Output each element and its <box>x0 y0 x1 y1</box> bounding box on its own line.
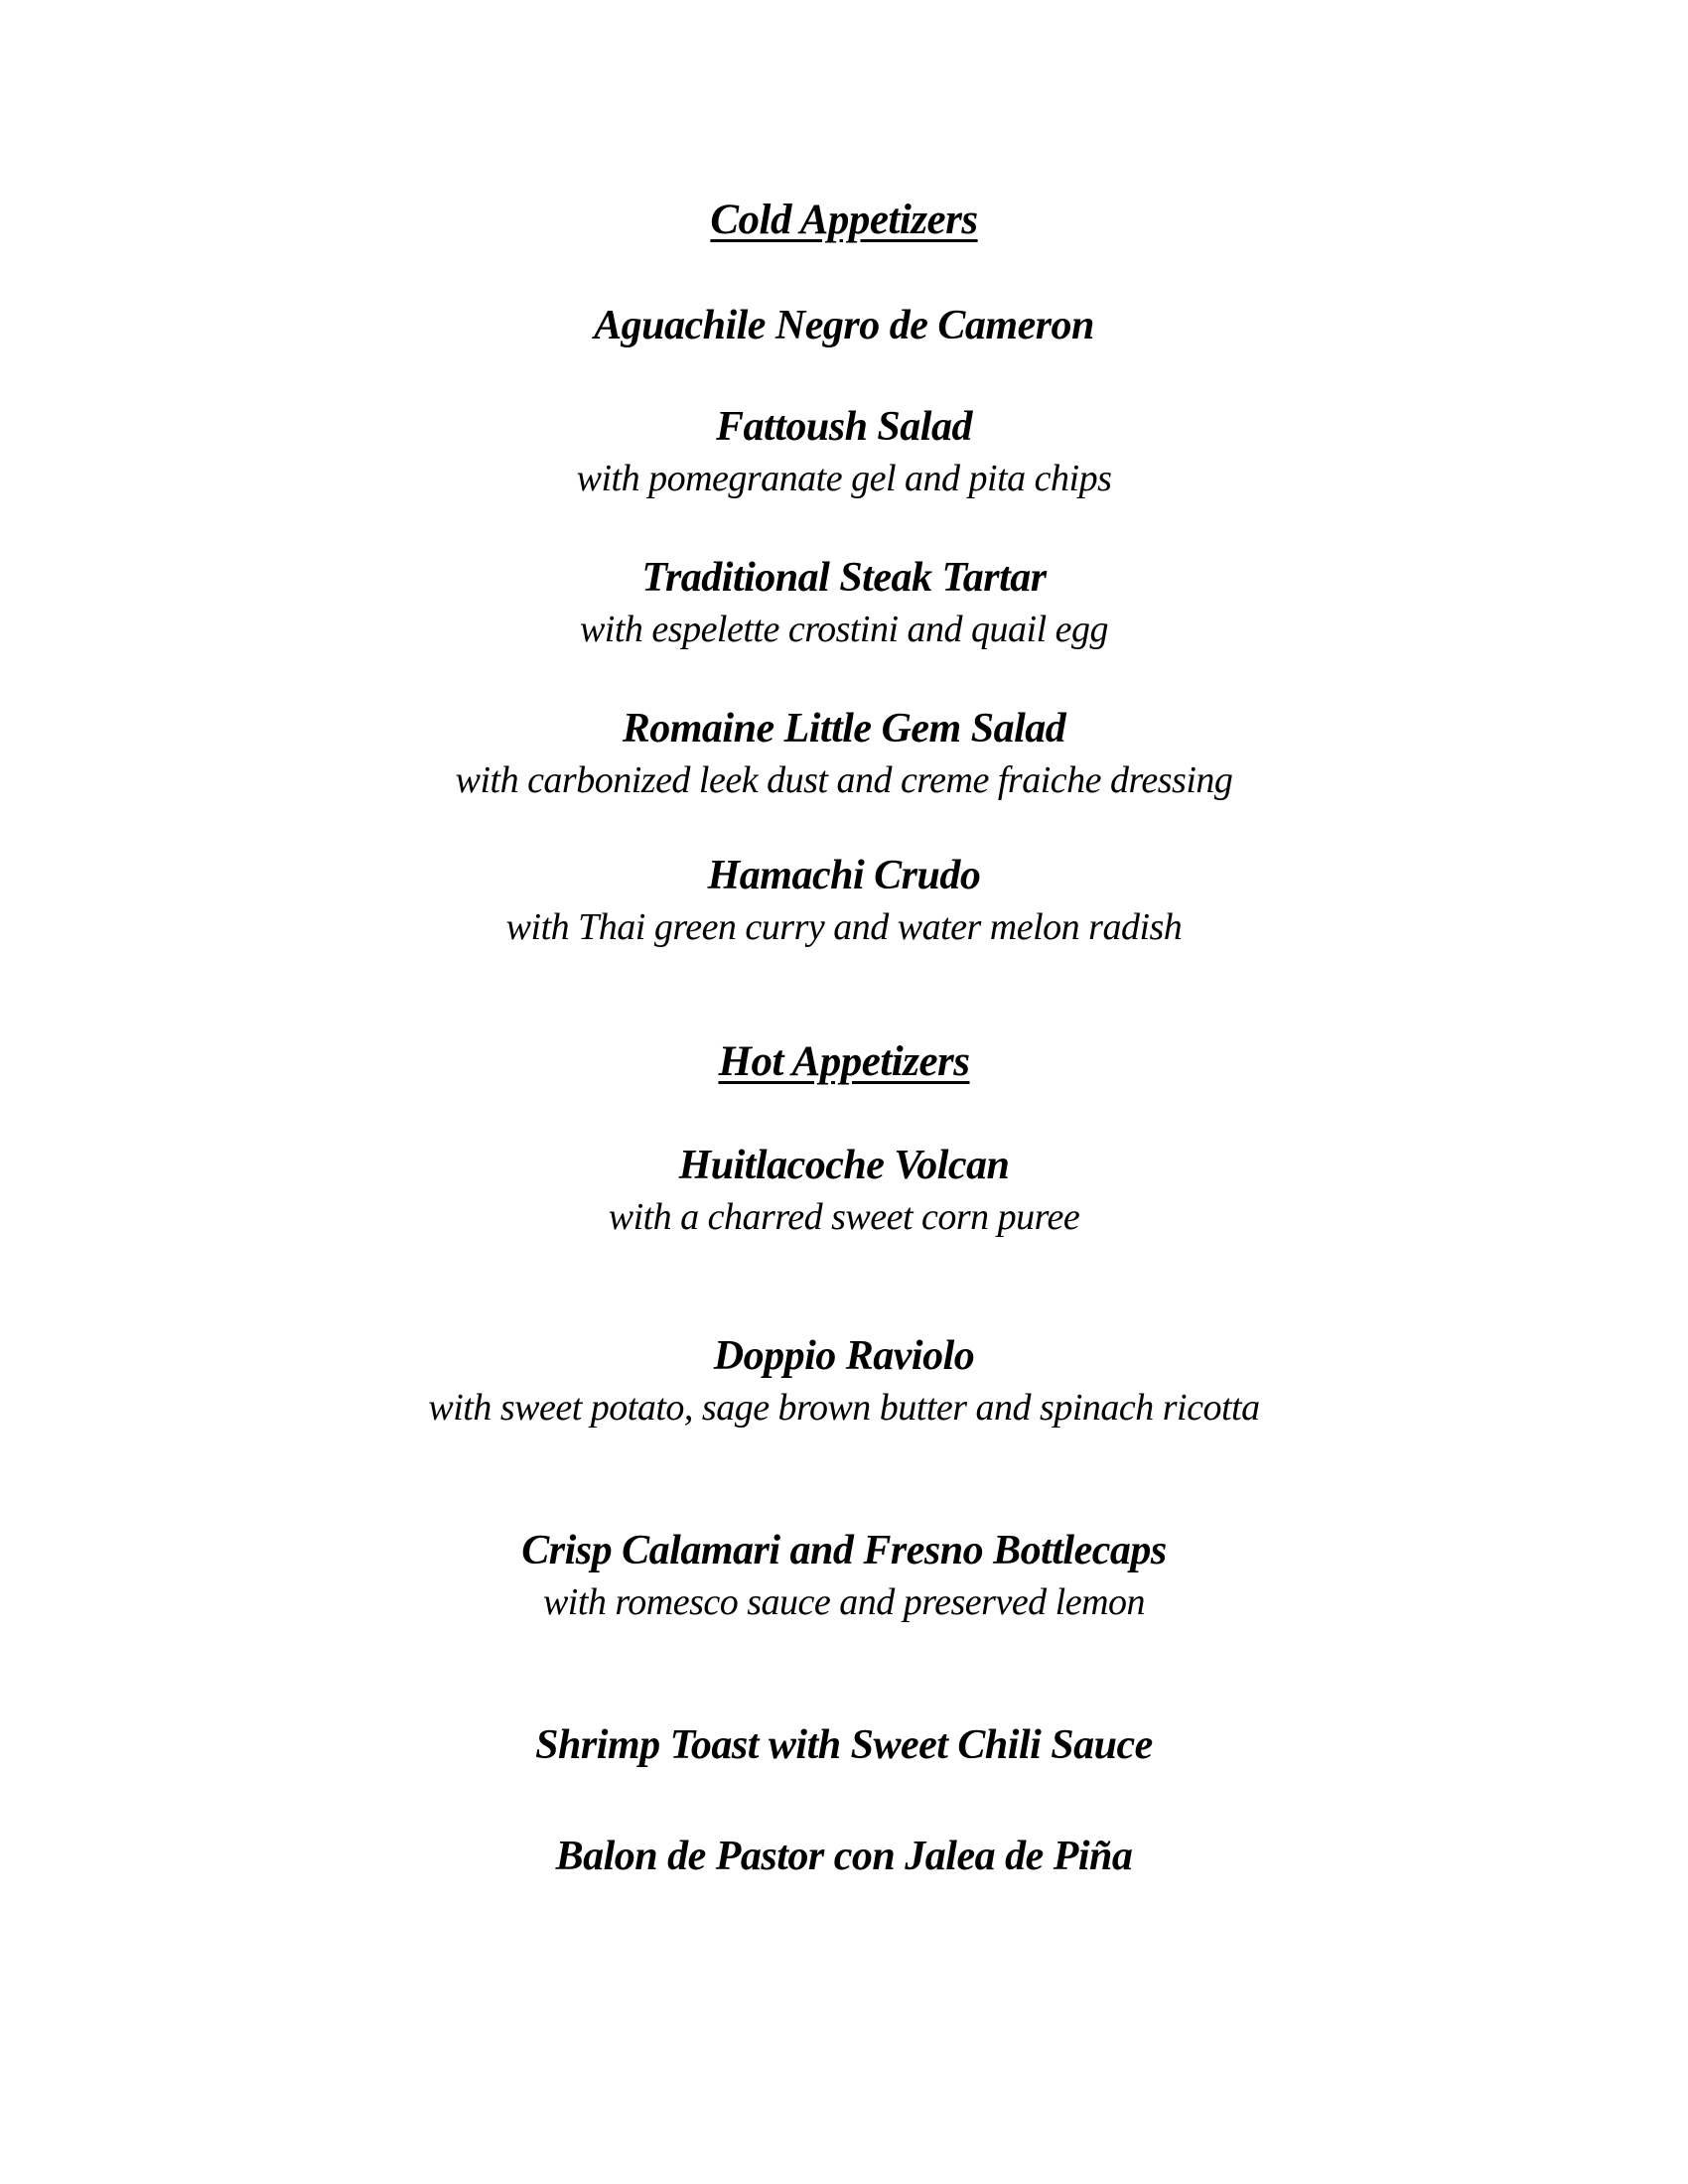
menu-item <box>0 300 1688 351</box>
menu-item-name: Balon de Pastor con Jalea de Piña <box>555 1834 1133 1879</box>
menu-item-name: Traditional Steak Tartar <box>641 555 1047 601</box>
menu-item-description: with a charred sweet corn puree <box>608 1196 1080 1238</box>
menu-item-description: with Thai green curry and water melon radish <box>505 906 1183 948</box>
section-title: Hot Appetizers <box>718 1038 970 1085</box>
menu-item <box>0 1831 1688 1882</box>
menu-item <box>0 850 1688 953</box>
menu-item <box>0 1719 1688 1771</box>
menu-item-description: with espelette crostini and quail egg <box>579 609 1109 650</box>
menu-item <box>0 703 1688 806</box>
menu-item-name: Fattoush Salad <box>716 404 972 450</box>
menu-item-name: Doppio Raviolo <box>713 1333 975 1379</box>
menu-item-name: Aguachile Negro de Cameron <box>594 303 1094 348</box>
menu-item-description: with carbonized leek dust and creme fraiche dressing <box>455 759 1233 801</box>
menu-item-name: Romaine Little Gem Salad <box>622 706 1066 751</box>
menu-item-name: Huitlacoche Volcan <box>678 1143 1010 1188</box>
menu-item-description: with sweet potato, sage brown butter and spinach ricotta <box>428 1387 1260 1429</box>
menu-item <box>0 552 1688 655</box>
menu-item-name: Shrimp Toast with Sweet Chili Sauce <box>535 1722 1153 1768</box>
section-title: Cold Appetizers <box>710 197 978 243</box>
menu-item-name: Hamachi Crudo <box>707 853 981 898</box>
menu-item-description: with pomegranate gel and pita chips <box>576 458 1112 499</box>
section-hot-appetizers <box>0 1036 1688 1882</box>
section-cold-appetizers <box>0 195 1688 953</box>
menu-item <box>0 401 1688 504</box>
menu-item-description: with romesco sauce and preserved lemon <box>542 1581 1146 1623</box>
menu-item <box>0 1525 1688 1628</box>
menu-item <box>0 1140 1688 1243</box>
menu-item <box>0 1330 1688 1433</box>
menu-item-name: Crisp Calamari and Fresno Bottlecaps <box>521 1528 1167 1573</box>
